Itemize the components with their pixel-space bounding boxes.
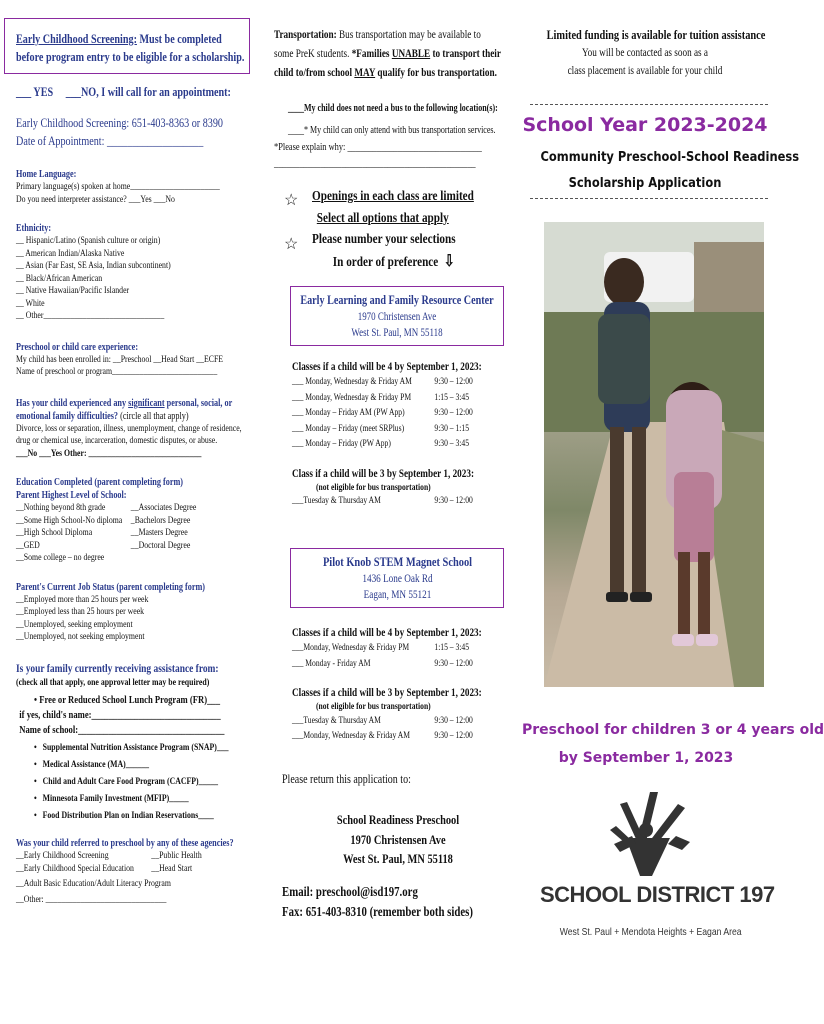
no-bus-option[interactable]: ____My child does not need a bus to the following location(s): — [288, 103, 498, 114]
difficulties-answer-field[interactable]: ___No ___Yes Other: _____________________________ — [16, 448, 202, 459]
tagline: Preschool for children 3 or 4 years old by September 1, 2023 — [522, 722, 824, 766]
childcare-name-field[interactable]: Name of preschool or program___________________________ — [16, 367, 218, 377]
job-option[interactable]: __Unemployed, seeking employment — [16, 619, 133, 630]
referred-option[interactable]: __Early Childhood Screening — [16, 851, 109, 861]
assistance-option[interactable]: • Medical Assistance (MA)______ — [34, 760, 150, 770]
difficulties-list: Divorce, loss or separation, illness, unemployment, change of residence, — [16, 423, 242, 434]
ethnicity-option[interactable]: __ White — [16, 298, 45, 309]
email-link[interactable]: Email: preschool@isd197.org — [282, 884, 418, 899]
interpreter-field[interactable]: Do you need interpreter assistance? ___Yes ___No — [16, 194, 175, 205]
ethnicity-heading: Ethnicity: — [16, 223, 52, 234]
education-heading: Education Completed (parent completing form) — [16, 477, 184, 488]
education-option[interactable]: __Masters Degree — [130, 528, 188, 538]
assistance-heading: Is your family currently receiving assistance from: — [16, 662, 219, 675]
site1-name: Early Learning and Family Resource Center — [300, 292, 494, 307]
school-year-title: School Year 2023-2024 — [522, 114, 768, 136]
explain-field-line2[interactable]: ________________________________________________ — [274, 158, 476, 169]
children-photo — [544, 222, 764, 687]
yes-no-line[interactable]: ___ YES ___NO, I will call for an appointment: — [16, 84, 231, 99]
divider — [530, 198, 768, 199]
education-option[interactable]: _Bachelors Degree — [130, 515, 191, 526]
childcare-enrolled-field[interactable]: My child has been enrolled in: __Preschool __Head Start __ECFE — [16, 354, 224, 365]
program-title: Community Preschool-School Readiness Scholarship Application — [540, 149, 800, 191]
difficulties-question-cont: emotional family difficulties? (circle all that apply) — [16, 410, 189, 422]
site2-age4-heading: Classes if a child will be 4 by September 1, 2023: — [292, 627, 482, 639]
class-option[interactable]: ___ Monday – Friday AM (PW App) 9:30 – 12:00 — [292, 408, 473, 418]
referred-other-field[interactable]: __Other: _______________________________ — [16, 894, 167, 905]
education-option[interactable]: __High School Diploma — [16, 528, 93, 538]
class-option[interactable]: ___Monday, Wednesday & Friday AM 9:30 – 12:00 — [292, 731, 473, 741]
job-option[interactable]: __Unemployed, not seeking employment — [16, 632, 145, 642]
ethnicity-option[interactable]: __ Hispanic/Latino (Spanish culture or origin) — [16, 236, 161, 246]
referred-options — [16, 850, 213, 875]
fax-number: Fax: 651-403-8310 (remember both sides) — [282, 904, 473, 919]
district-logo-icon — [540, 790, 760, 880]
return-address: School Readiness Preschool 1970 Christensen Ave West St. Paul, MN 55118 — [336, 812, 460, 866]
bus-only-option[interactable]: ____* My child can only attend with bus transportation services. — [288, 125, 496, 136]
childcare-heading: Preschool or child care experience: — [16, 341, 139, 353]
education-options — [16, 502, 213, 565]
class-option[interactable]: ___Tuesday & Thursday AM 9:30 – 12:00 — [292, 715, 473, 726]
site1-age3-heading: Class if a child will be 3 by September 1, 2023: — [292, 467, 475, 480]
child-name-field[interactable]: if yes, child's name:______________________________ — [19, 710, 221, 721]
star-icon: ☆ — [284, 236, 299, 253]
referred-option[interactable]: __Public Health — [151, 851, 202, 861]
assistance-option[interactable]: • Minnesota Family Investment (MFIP)_____ — [34, 794, 189, 804]
site2-name: Pilot Knob STEM Magnet School — [322, 554, 473, 569]
school-name-field[interactable]: Name of school:__________________________________ — [19, 725, 225, 736]
ethnicity-option[interactable]: __ Native Hawaiian/Pacific Islander — [16, 286, 130, 296]
difficulties-question: Has your child experienced any significant personal, social, or — [16, 397, 233, 409]
screening-title: Early Childhood Screening: — [16, 31, 137, 46]
class-option[interactable]: ___ Monday, Wednesday & Friday AM 9:30 – 12:00 — [292, 377, 473, 387]
appointment-date-field[interactable]: Date of Appointment: ___________________ — [16, 133, 204, 148]
site1-box: Early Learning and Family Resource Center 1970 Christensen Ave West St. Paul, MN 55118 — [290, 286, 504, 346]
parent-degree-heading: Parent Highest Level of School: — [16, 490, 127, 501]
education-option[interactable]: __Doctoral Degree — [130, 540, 191, 551]
frl-option[interactable]: • Free or Reduced School Lunch Program (FR)___ — [34, 695, 221, 706]
star-icon: ☆ — [284, 192, 299, 209]
class-option[interactable]: ___Tuesday & Thursday AM 9:30 – 12:00 — [292, 496, 473, 506]
job-option[interactable]: __Employed less than 25 hours per week — [16, 607, 145, 617]
assistance-subheading: (check all that apply, one approval letter may be required) — [16, 677, 210, 688]
referred-option[interactable]: __Early Childhood Special Education — [16, 863, 134, 874]
class-option[interactable]: ___ Monday – Friday (PW App) 9:30 – 3:45 — [292, 439, 470, 449]
site2-age3-heading: Classes if a child will be 3 by September 1, 2023: — [292, 687, 482, 699]
education-option[interactable]: __Some college – no degree — [16, 553, 105, 563]
difficulties-list: drug or chemical use, incarceration, domestic disputes, or abuse. — [16, 436, 218, 446]
funding-notice: Limited funding is available for tuition assistance You will be contacted as soon as a class placement is available for your child — [546, 27, 766, 77]
assistance-option[interactable]: • Supplemental Nutrition Assistance Program (SNAP)___ — [34, 743, 229, 753]
referred-option[interactable]: __Head Start — [151, 863, 193, 874]
ethnicity-option[interactable]: __ Other_______________________________ — [16, 311, 165, 321]
referred-heading: Was your child referred to preschool by any of these agencies? — [16, 838, 234, 849]
site1-age4-options — [292, 375, 478, 453]
ethnicity-option[interactable]: __ American Indian/Alaska Native — [16, 248, 125, 259]
arrow-down-icon: ⇩ — [443, 252, 455, 270]
class-option[interactable]: ___ Monday – Friday (meet SRPlus) 9:30 – 1:15 — [292, 423, 470, 434]
explain-field[interactable]: *Please explain why: ________________________________ — [274, 142, 482, 153]
assistance-option[interactable]: • Food Distribution Plan on Indian Reservations____ — [34, 811, 214, 821]
screening-phone: Early Childhood Screening: 651-403-8363 or 8390 Date of Appointment: ___________________ — [16, 115, 224, 148]
district-name: SCHOOL DISTRICT 197 — [540, 882, 775, 907]
referred-option[interactable]: __Adult Basic Education/Adult Literacy Program — [16, 879, 171, 889]
education-option[interactable]: __GED — [16, 540, 40, 551]
divider — [530, 104, 768, 105]
job-status-heading: Parent's Current Job Status (parent completing form) — [16, 581, 206, 593]
return-label: Please return this application to: — [282, 772, 411, 786]
primary-language-field[interactable]: Primary language(s) spoken at home_______________________ — [16, 182, 220, 192]
education-option[interactable]: __Some High School-No diploma — [16, 515, 123, 526]
transportation-notice: Transportation: Bus transportation may be available to some PreK students. *Families UNABLE to transport their child to/from school MAY qualify for bus transportation. — [274, 29, 501, 79]
district-subtitle: West St. Paul + Mendota Heights + Eagan Area — [559, 926, 742, 938]
ethnicity-option[interactable]: __ Asian (Far East, SE Asia, Indian subcontinent) — [16, 261, 171, 271]
site1-age4-heading: Classes if a child will be 4 by September 1, 2023: — [292, 361, 482, 373]
education-option[interactable]: __Nothing beyond 8th grade — [16, 503, 106, 513]
district-logo — [540, 790, 775, 950]
class-option[interactable]: ___Monday, Wednesday & Friday PM 1:15 – 3:45 — [292, 643, 470, 653]
assistance-list — [16, 740, 229, 825]
class-option[interactable]: ___ Monday - Friday AM 9:30 – 12:00 — [292, 658, 473, 669]
assistance-option[interactable]: • Child and Adult Care Food Program (CACFP)_____ — [34, 777, 219, 787]
education-option[interactable]: __Associates Degree — [130, 503, 197, 513]
class-option[interactable]: ___ Monday, Wednesday & Friday PM 1:15 – 3:45 — [292, 392, 470, 403]
site2-box: Pilot Knob STEM Magnet School 1436 Lone Oak Rd Eagan, MN 55121 — [290, 548, 504, 608]
job-option[interactable]: __Employed more than 25 hours per week — [16, 594, 149, 605]
ethnicity-list — [16, 235, 213, 323]
home-language-heading: Home Language: — [16, 169, 77, 180]
ethnicity-option[interactable]: __ Black/African American — [16, 273, 103, 284]
screening-notice: Early Childhood Screening: Must be completed before program entry to be eligible for a scholarship. — [16, 31, 245, 64]
